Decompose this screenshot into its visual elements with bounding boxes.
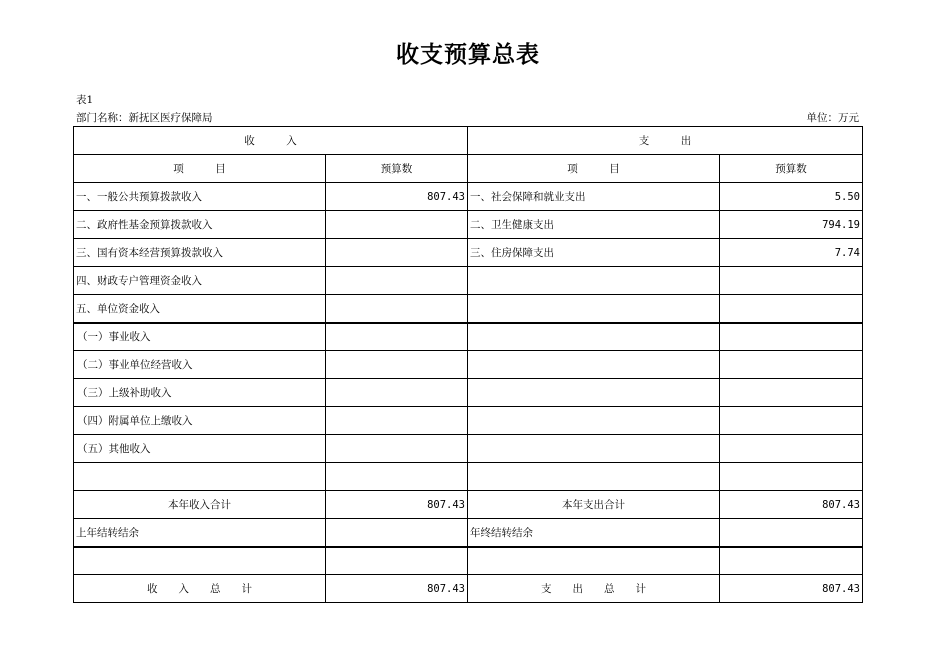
expense-item [468, 295, 720, 323]
year-end-carryover-value [720, 519, 863, 547]
expense-value [720, 379, 863, 407]
income-item: （一）事业收入 [74, 323, 326, 351]
expense-item: 二、卫生健康支出 [468, 211, 720, 239]
expense-item [468, 351, 720, 379]
table-row [74, 211, 863, 239]
income-value: 807.43 [326, 183, 468, 211]
unit-label: 单位：万元 [806, 112, 859, 124]
table-row [74, 239, 863, 267]
income-value [326, 435, 468, 463]
blank-cell [326, 547, 468, 575]
blank-cell [74, 547, 326, 575]
table-row [74, 183, 863, 211]
income-value [326, 463, 468, 491]
expense-item [468, 463, 720, 491]
carryover-row [74, 519, 863, 547]
expense-value: 794.19 [720, 211, 863, 239]
income-item: 五、单位资金收入 [74, 295, 326, 323]
expense-value [720, 267, 863, 295]
income-grand-total-value: 807.43 [326, 575, 468, 603]
expense-section-header: 支 出 [468, 127, 863, 155]
income-item-header: 项 目 [74, 155, 326, 183]
expense-value [720, 407, 863, 435]
income-budget-header: 预算数 [326, 155, 468, 183]
income-grand-total-label: 收 入 总 计 [74, 575, 326, 603]
expense-item [468, 323, 720, 351]
expense-value [720, 463, 863, 491]
income-item: 四、财政专户管理资金收入 [74, 267, 326, 295]
expense-item [468, 407, 720, 435]
expense-item [468, 267, 720, 295]
table-row [74, 435, 863, 463]
table-row [74, 463, 863, 491]
expense-item: 一、社会保障和就业支出 [468, 183, 720, 211]
blank-cell [468, 547, 720, 575]
income-year-total-label: 本年收入合计 [74, 491, 326, 519]
income-value [326, 211, 468, 239]
table-row [74, 267, 863, 295]
table-row [74, 295, 863, 323]
expense-grand-total-label: 支 出 总 计 [468, 575, 720, 603]
table-number: 表1 [76, 94, 94, 106]
income-item: 一、一般公共预算拨款收入 [74, 183, 326, 211]
expense-item [468, 435, 720, 463]
expense-value [720, 351, 863, 379]
blank-row [74, 547, 863, 575]
income-value [326, 379, 468, 407]
income-item: （二）事业单位经营收入 [74, 351, 326, 379]
expense-value: 5.50 [720, 183, 863, 211]
expense-grand-total-value: 807.43 [720, 575, 863, 603]
budget-summary-table [73, 126, 863, 603]
income-value [326, 323, 468, 351]
income-section-header: 收 入 [74, 127, 468, 155]
income-item: （四）附属单位上缴收入 [74, 407, 326, 435]
year-end-carryover-label: 年终结转结余 [468, 519, 720, 547]
income-year-total-value: 807.43 [326, 491, 468, 519]
income-value [326, 407, 468, 435]
section-header-row [74, 127, 863, 155]
column-header-row [74, 155, 863, 183]
year-total-row [74, 491, 863, 519]
table-row [74, 323, 863, 351]
table-row [74, 351, 863, 379]
grand-total-row [74, 575, 863, 603]
expense-item [468, 379, 720, 407]
expense-value [720, 295, 863, 323]
expense-year-total-label: 本年支出合计 [468, 491, 720, 519]
income-item: （三）上级补助收入 [74, 379, 326, 407]
table-row [74, 407, 863, 435]
expense-value [720, 435, 863, 463]
page-title: 收支预算总表 [396, 42, 540, 68]
income-item: 三、国有资本经营预算拨款收入 [74, 239, 326, 267]
expense-value: 7.74 [720, 239, 863, 267]
income-value [326, 239, 468, 267]
income-item: （五）其他收入 [74, 435, 326, 463]
prior-year-carryover-label: 上年结转结余 [74, 519, 326, 547]
expense-item: 三、住房保障支出 [468, 239, 720, 267]
income-item: 二、政府性基金预算拨款收入 [74, 211, 326, 239]
income-value [326, 351, 468, 379]
blank-cell [720, 547, 863, 575]
expense-item-header: 项 目 [468, 155, 720, 183]
income-value [326, 295, 468, 323]
expense-year-total-value: 807.43 [720, 491, 863, 519]
income-value [326, 267, 468, 295]
income-item [74, 463, 326, 491]
table-row [74, 379, 863, 407]
expense-value [720, 323, 863, 351]
prior-year-carryover-value [326, 519, 468, 547]
expense-budget-header: 预算数 [720, 155, 863, 183]
department-name: 部门名称：新抚区医疗保障局 [76, 112, 213, 124]
